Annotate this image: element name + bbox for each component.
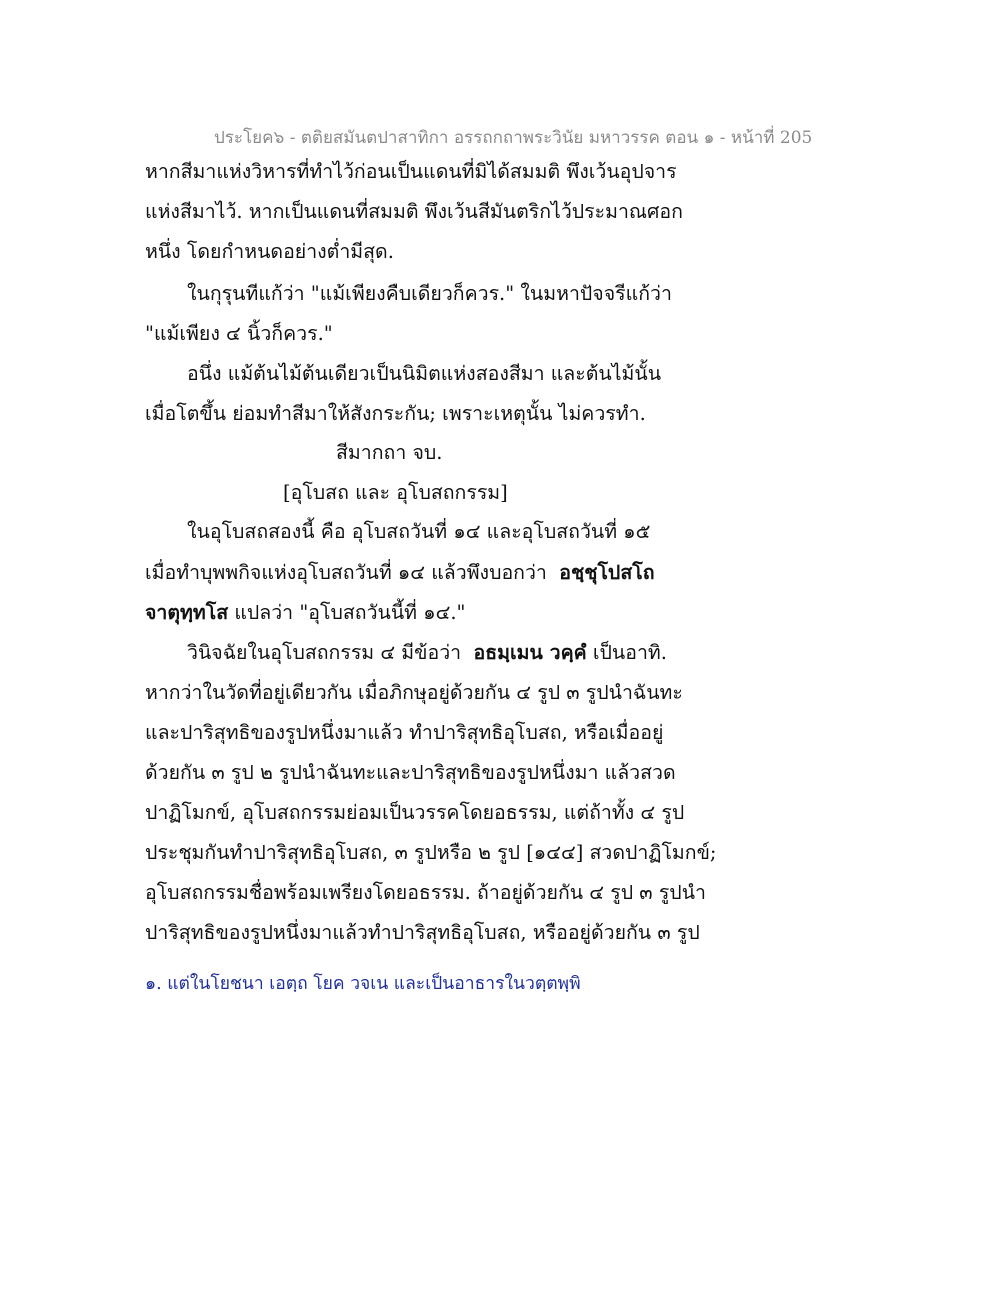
text-line [145, 563, 655, 583]
pali-term: อชฺชุโปสโถ [559, 561, 655, 584]
text-line: อนึ่ง แม้ต้นไม้ต้นเดียวเป็นนิมิตแห่งสองสีมา และต้นไม้นั้น [187, 362, 662, 385]
pali-term: จาตุทฺทโส [145, 601, 229, 624]
text-line [145, 603, 466, 623]
text-line: ปาริสุทธิของรูปหนึ่งมาแล้วทำปาริสุทธิอุโบสถ, หรืออยู่ด้วยกัน ๓ รูป [145, 921, 700, 944]
text-line [187, 643, 667, 663]
pali-term: อธมฺเมน วคฺคํ [473, 641, 587, 664]
section-end-line: สีมากถา จบ. [336, 441, 443, 464]
text-line: ประชุมกันทำปาริสุทธิอุโบสถ, ๓ รูปหรือ ๒ รูป [๑๔๔] สวดปาฏิโมกข์; [145, 841, 717, 864]
text-line: เมื่อโตขึ้น ย่อมทำสีมาให้สังกระกัน; เพราะเหตุนั้น ไม่ควรทำ. [145, 402, 646, 425]
text-segment: เป็นอาทิ. [592, 641, 667, 664]
footnote: ๑. แต่ในโยชนา เอตฺถ โยค วจเน และเป็นอาธารในวตฺตพฺพิ [145, 974, 581, 994]
text-segment: แปลว่า "อุโบสถวันนี้ที่ ๑๔." [234, 601, 466, 624]
text-line: ในกุรุนทีแก้ว่า "แม้เพียงคืบเดียวก็ควร." ในมหาปัจจรีแก้ว่า [187, 282, 672, 305]
text-line: อุโบสถกรรมชื่อพร้อมเพรียงโดยอธรรม. ถ้าอยู่ด้วยกัน ๔ รูป ๓ รูปนำ [145, 881, 706, 904]
text-line: ปาฏิโมกข์, อุโบสถกรรมย่อมเป็นวรรคโดยอธรรม, แต่ถ้าทั้ง ๔ รูป [145, 801, 685, 824]
text-line: ด้วยกัน ๓ รูป ๒ รูปนำฉันทะและปาริสุทธิของรูปหนึ่งมา แล้วสวด [145, 761, 676, 784]
text-segment: เมื่อทำบุพพกิจแห่งอุโบสถวันที่ ๑๔ แล้วพึงบอกว่า [145, 561, 547, 584]
text-line: และปาริสุทธิของรูปหนึ่งมาแล้ว ทำปาริสุทธิอุโบสถ, หรือเมื่ออยู่ [145, 721, 664, 744]
text-line: "แม้เพียง ๔ นิ้วก็ควร." [145, 322, 333, 345]
page-header: ประโยค๖ - ตติยสมันตปาสาทิกา อรรถกถาพระวินัย มหาวรรค ตอน ๑ - หน้าที่ 205 [214, 128, 813, 148]
text-line: ในอุโบสถสองนี้ คือ อุโบสถวันที่ ๑๔ และอุโบสถวันที่ ๑๕ [187, 520, 651, 543]
text-line: แห่งสีมาไว้. หากเป็นแดนที่สมมติ พึงเว้นสีมันตริกไว้ประมาณศอก [145, 200, 683, 223]
text-line: หากสีมาแห่งวิหารที่ทำไว้ก่อนเป็นแดนที่มิได้สมมติ พึงเว้นอุปจาร [145, 160, 677, 183]
text-segment: วินิจฉัยในอุโบสถกรรม ๔ มีข้อว่า [187, 641, 462, 664]
text-line: หนึ่ง โดยกำหนดอย่างต่ำมีสุด. [145, 240, 394, 263]
section-heading: [อุโบสถ และ อุโบสถกรรม] [283, 481, 508, 504]
text-line: หากว่าในวัดที่อยู่เดียวกัน เมื่อภิกษุอยู่ด้วยกัน ๔ รูป ๓ รูปนำฉันทะ [145, 681, 683, 704]
